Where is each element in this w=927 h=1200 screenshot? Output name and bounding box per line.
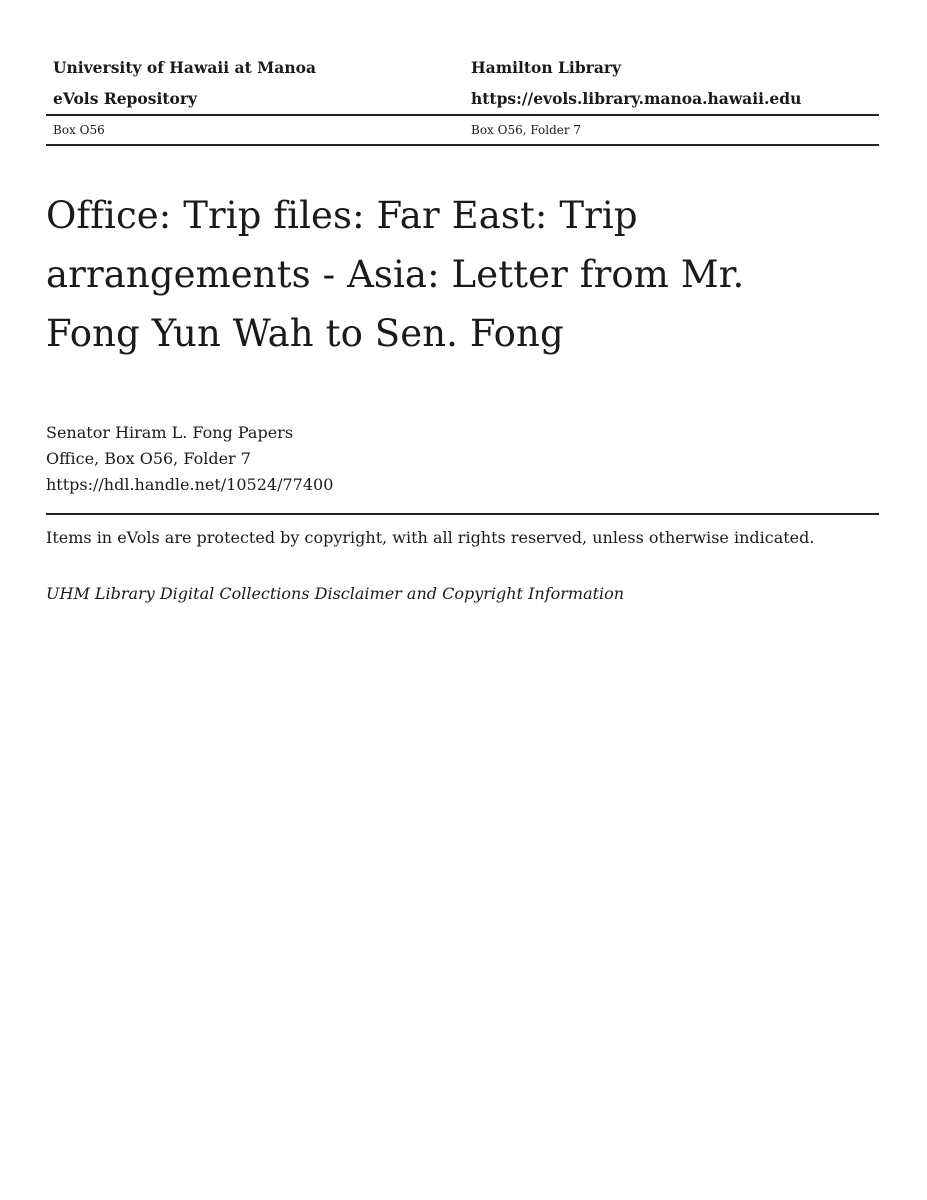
box-folder-label: Box O56, Folder 7 <box>471 123 582 137</box>
handle-link[interactable]: https://hdl.handle.net/10524/77400 <box>46 475 334 494</box>
library-name: Hamilton Library <box>471 58 622 77</box>
collection-name: Senator Hiram L. Fong Papers <box>46 423 294 442</box>
header-row-3 <box>46 116 879 144</box>
header-table <box>46 52 879 146</box>
repository-name: eVols Repository <box>53 89 198 108</box>
item-location: Office, Box O56, Folder 7 <box>46 449 251 468</box>
title-line-1: Office: Trip files: Far East: Trip <box>46 194 638 237</box>
box-label: Box O56 <box>53 123 105 137</box>
header-row-2 <box>46 83 879 114</box>
rights-statement: Items in eVols are protected by copyright, with all rights reserved, unless otherwise indicated. <box>46 528 815 547</box>
metadata-block <box>46 420 333 498</box>
repository-url[interactable]: https://evols.library.manoa.hawaii.edu <box>471 89 802 108</box>
document-title <box>46 186 879 363</box>
institution-name: University of Hawaii at Manoa <box>53 58 316 77</box>
header-bottom-divider <box>46 144 879 146</box>
disclaimer-link[interactable]: UHM Library Digital Collections Disclaimer and Copyright Information <box>46 584 625 603</box>
title-line-3: Fong Yun Wah to Sen. Fong <box>46 312 564 355</box>
header-row-1 <box>46 52 879 83</box>
footer-divider <box>46 513 879 515</box>
title-line-2: arrangements - Asia: Letter from Mr. <box>46 253 745 296</box>
